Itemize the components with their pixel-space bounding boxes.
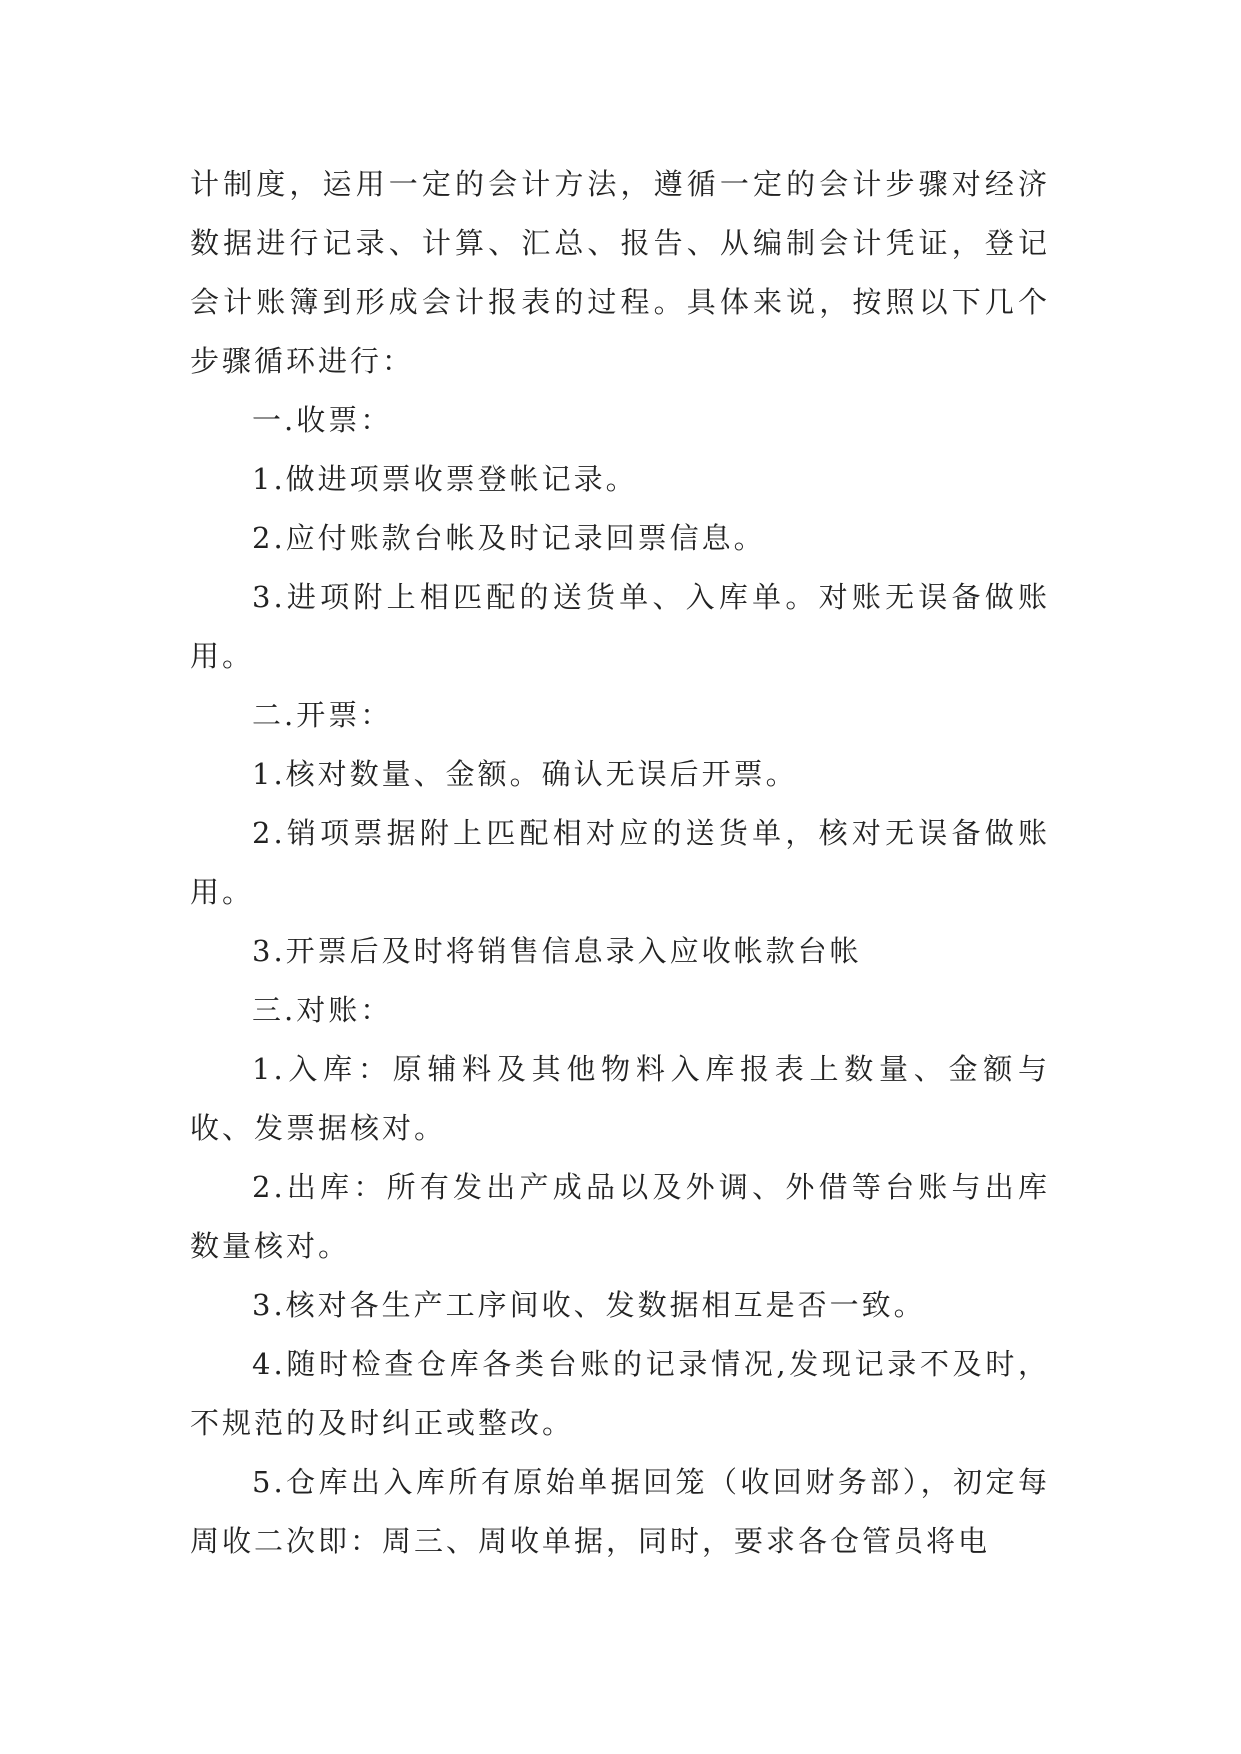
list-item: 2.应付账款台帐及时记录回票信息。	[252, 521, 766, 555]
list-item: 5.仓库出入库所有原始单据回笼（收回财务部），初定每周收二次即：周三、周收单据，同时，要求各仓管员将电	[190, 1465, 1050, 1558]
list-item: 2.销项票据附上匹配相对应的送货单，核对无误备做账用。	[190, 816, 1050, 909]
document-body	[190, 155, 1050, 1571]
list-item: 1.入库：原辅料及其他物料入库报表上数量、金额与收、发票据核对。	[190, 1052, 1050, 1145]
section-heading-reconciliation: 三.对账：	[252, 993, 393, 1027]
list-item: 3.核对各生产工序间收、发数据相互是否一致。	[252, 1288, 926, 1322]
list-item: 4.随时检查仓库各类台账的记录情况,发现记录不及时，不规范的及时纠正或整改。	[190, 1347, 1050, 1440]
paragraph-intro: 计制度，运用一定的会计方法，遵循一定的会计步骤对经济数据进行记录、计算、汇总、报告、从编制会计凭证，登记会计账簿到形成会计报表的过程。具体来说，按照以下几个步骤循环进行：	[190, 167, 1050, 378]
list-item: 3.进项附上相匹配的送货单、入库单。对账无误备做账用。	[190, 580, 1050, 673]
list-item: 1.核对数量、金额。确认无误后开票。	[252, 757, 798, 791]
section-heading-receive-invoice: 一.收票：	[252, 403, 393, 437]
list-item: 3.开票后及时将销售信息录入应收帐款台帐	[252, 934, 862, 968]
list-item: 1.做进项票收票登帐记录。	[252, 462, 638, 496]
list-item: 2.出库：所有发出产成品以及外调、外借等台账与出库数量核对。	[190, 1170, 1050, 1263]
section-heading-issue-invoice: 二.开票：	[252, 698, 393, 732]
